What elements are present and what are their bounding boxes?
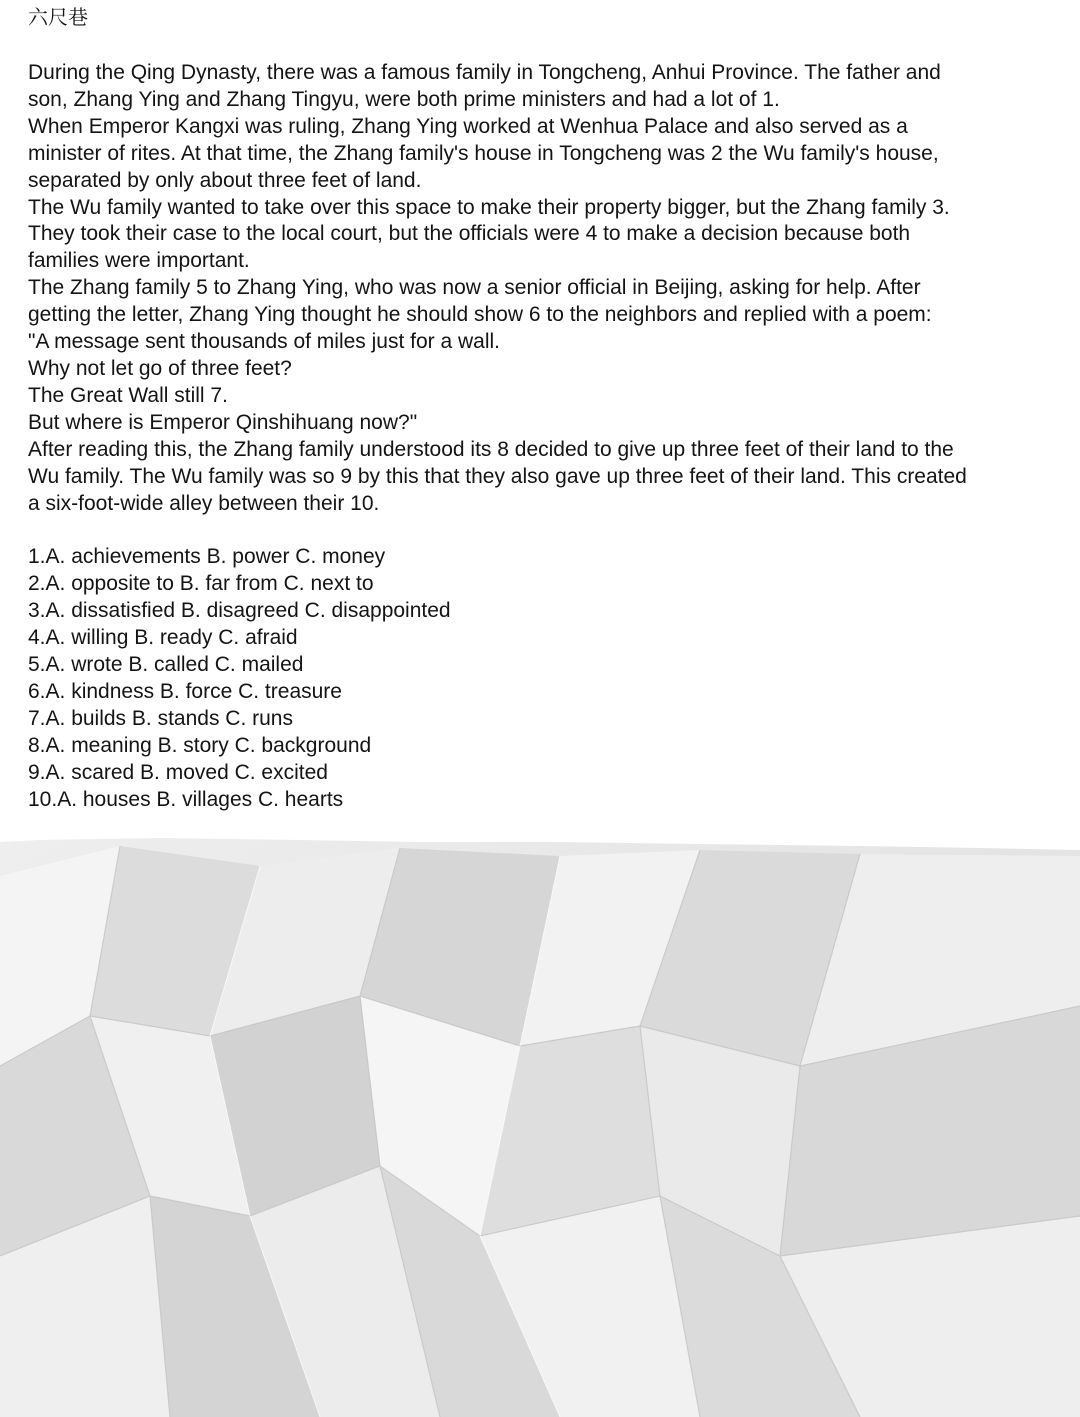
passage-line: When Emperor Kangxi was ruling, Zhang Ying worked at Wenhua Palace and also served as a — [28, 114, 908, 138]
option-item: 6.A. kindness B. force C. treasure — [28, 679, 342, 703]
answer-options — [28, 544, 1058, 813]
passage-line: minister of rites. At that time, the Zhang family's house in Tongcheng was 2 the Wu family's house, — [28, 141, 939, 165]
option-item: 7.A. builds B. stands C. runs — [28, 706, 293, 730]
document — [28, 4, 1058, 813]
passage-line: Wu family. The Wu family was so 9 by this that they also gave up three feet of their land. This created — [28, 464, 967, 488]
option-item: 2.A. opposite to B. far from C. next to — [28, 572, 374, 596]
option-item: 10.A. houses B. villages C. hearts — [28, 787, 344, 811]
passage-line: families were important. — [28, 249, 250, 273]
passage-line: The Zhang family 5 to Zhang Ying, who was now a senior official in Beijing, asking for help. After — [28, 276, 921, 300]
poem-line: But where is Emperor Qinshihuang now?" — [28, 410, 418, 434]
passage-line: getting the letter, Zhang Ying thought he should show 6 to the neighbors and replied with a poem: — [28, 303, 932, 327]
option-item: 1.A. achievements B. power C. money — [28, 545, 386, 569]
passage-line: After reading this, the Zhang family understood its 8 decided to give up three feet of their land to the — [28, 437, 954, 461]
poem-line: Why not let go of three feet? — [28, 356, 292, 380]
passage-line: son, Zhang Ying and Zhang Tingyu, were both prime ministers and had a lot of 1. — [28, 87, 780, 111]
passage — [28, 60, 1058, 517]
crumpled-paper-background — [0, 836, 1080, 1417]
option-item: 8.A. meaning B. story C. background — [28, 733, 372, 757]
crumpled-paper-texture — [0, 836, 1080, 1417]
passage-line: separated by only about three feet of land. — [28, 168, 422, 192]
page-title: 六尺巷 — [28, 5, 88, 29]
poem-line: The Great Wall still 7. — [28, 383, 228, 407]
option-item: 3.A. dissatisfied B. disagreed C. disappointed — [28, 599, 451, 623]
passage-line: During the Qing Dynasty, there was a famous family in Tongcheng, Anhui Province. The father and — [28, 61, 941, 84]
passage-line: They took their case to the local court, but the officials were 4 to make a decision because both — [28, 222, 911, 246]
option-item: 4.A. willing B. ready C. afraid — [28, 626, 298, 650]
poem-line: "A message sent thousands of miles just for a wall. — [28, 330, 501, 354]
option-item: 9.A. scared B. moved C. excited — [28, 760, 328, 784]
passage-line: a six-foot-wide alley between their 10. — [28, 491, 380, 515]
option-item: 5.A. wrote B. called C. mailed — [28, 653, 304, 677]
passage-line: The Wu family wanted to take over this space to make their property bigger, but the Zhang family 3. — [28, 195, 950, 219]
